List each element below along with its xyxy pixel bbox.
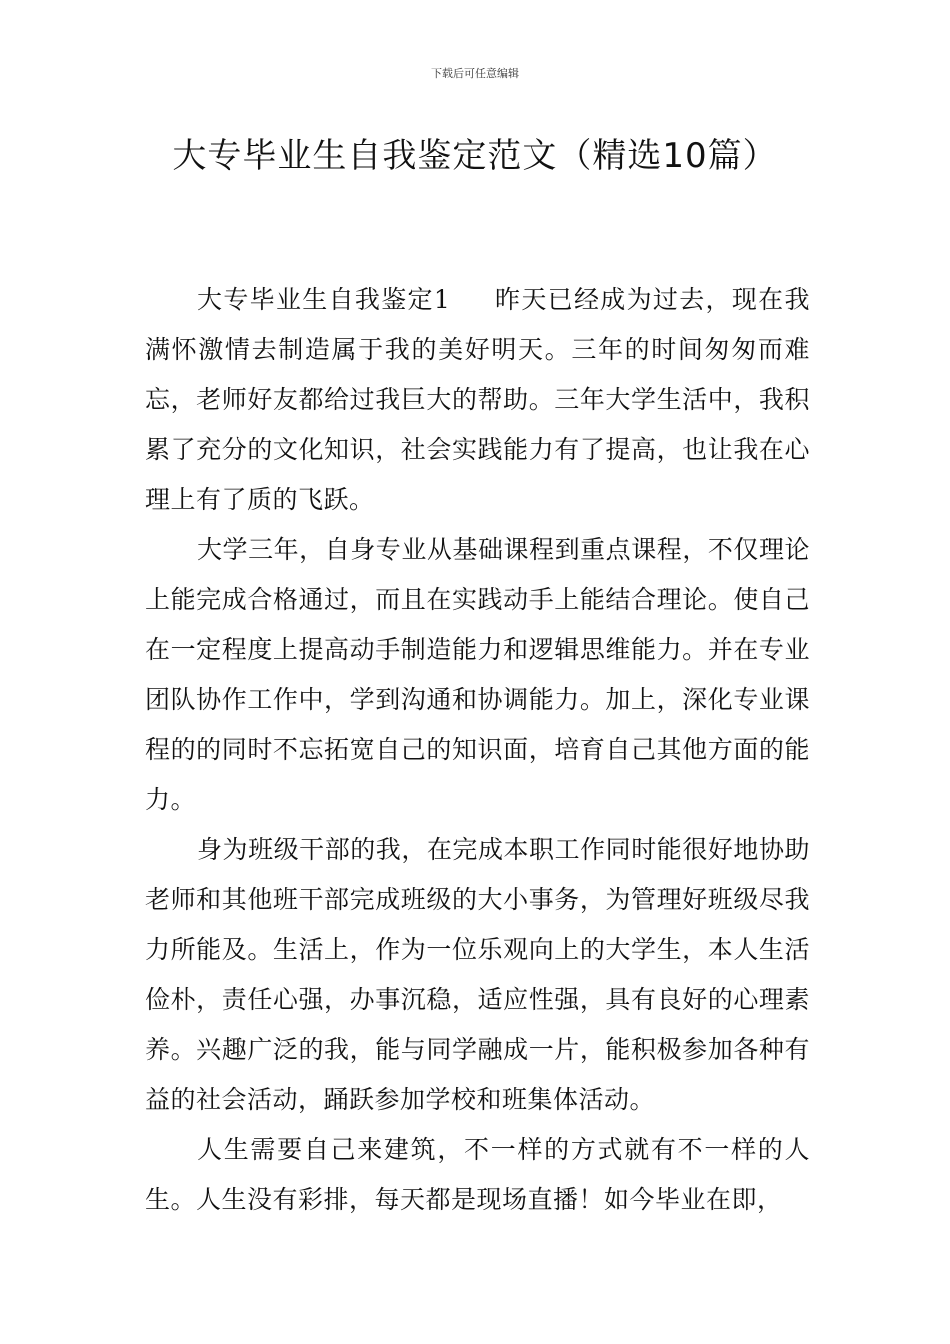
paragraph-1 [145,275,810,525]
page-header-note: 下载后可任意编辑 [431,67,519,80]
paragraph-1-text: 昨天已经成为过去，现在我满怀激情去制造属于我的美好明天。三年的时间匆匆而难忘，老师好友都给过我巨大的帮助。三年大学生活中，我积累了充分的文化知识，社会实践能力有了提高，也让我在心理上有了质的飞跃。 [145,285,810,514]
document-body [145,275,810,1225]
paragraph-4: 人生需要自己来建筑，不一样的方式就有不一样的人生。人生没有彩排，每天都是现场直播！如今毕业在即， [145,1135,810,1214]
document-title: 大专毕业生自我鉴定范文（精选10篇） [172,136,778,176]
paragraph-2: 大学三年，自身专业从基础课程到重点课程，不仅理论上能完成合格通过，而且在实践动手上能结合理论。使自己在一定程度上提高动手制造能力和逻辑思维能力。并在专业团队协作工作中，学到沟通和协调能力。加上，深化专业课程的的同时不忘拓宽自己的知识面，培育自己其他方面的能力。 [145,535,810,814]
section-heading: 大专毕业生自我鉴定1 [197,285,451,314]
paragraph-3: 身为班级干部的我，在完成本职工作同时能很好地协助老师和其他班干部完成班级的大小事务，为管理好班级尽我力所能及。生活上，作为一位乐观向上的大学生，本人生活俭朴，责任心强，办事沉稳，适应性强，具有良好的心理素养。兴趣广泛的我，能与同学融成一片，能积极参加各种有益的社会活动，踊跃参加学校和班集体活动。 [145,835,810,1114]
